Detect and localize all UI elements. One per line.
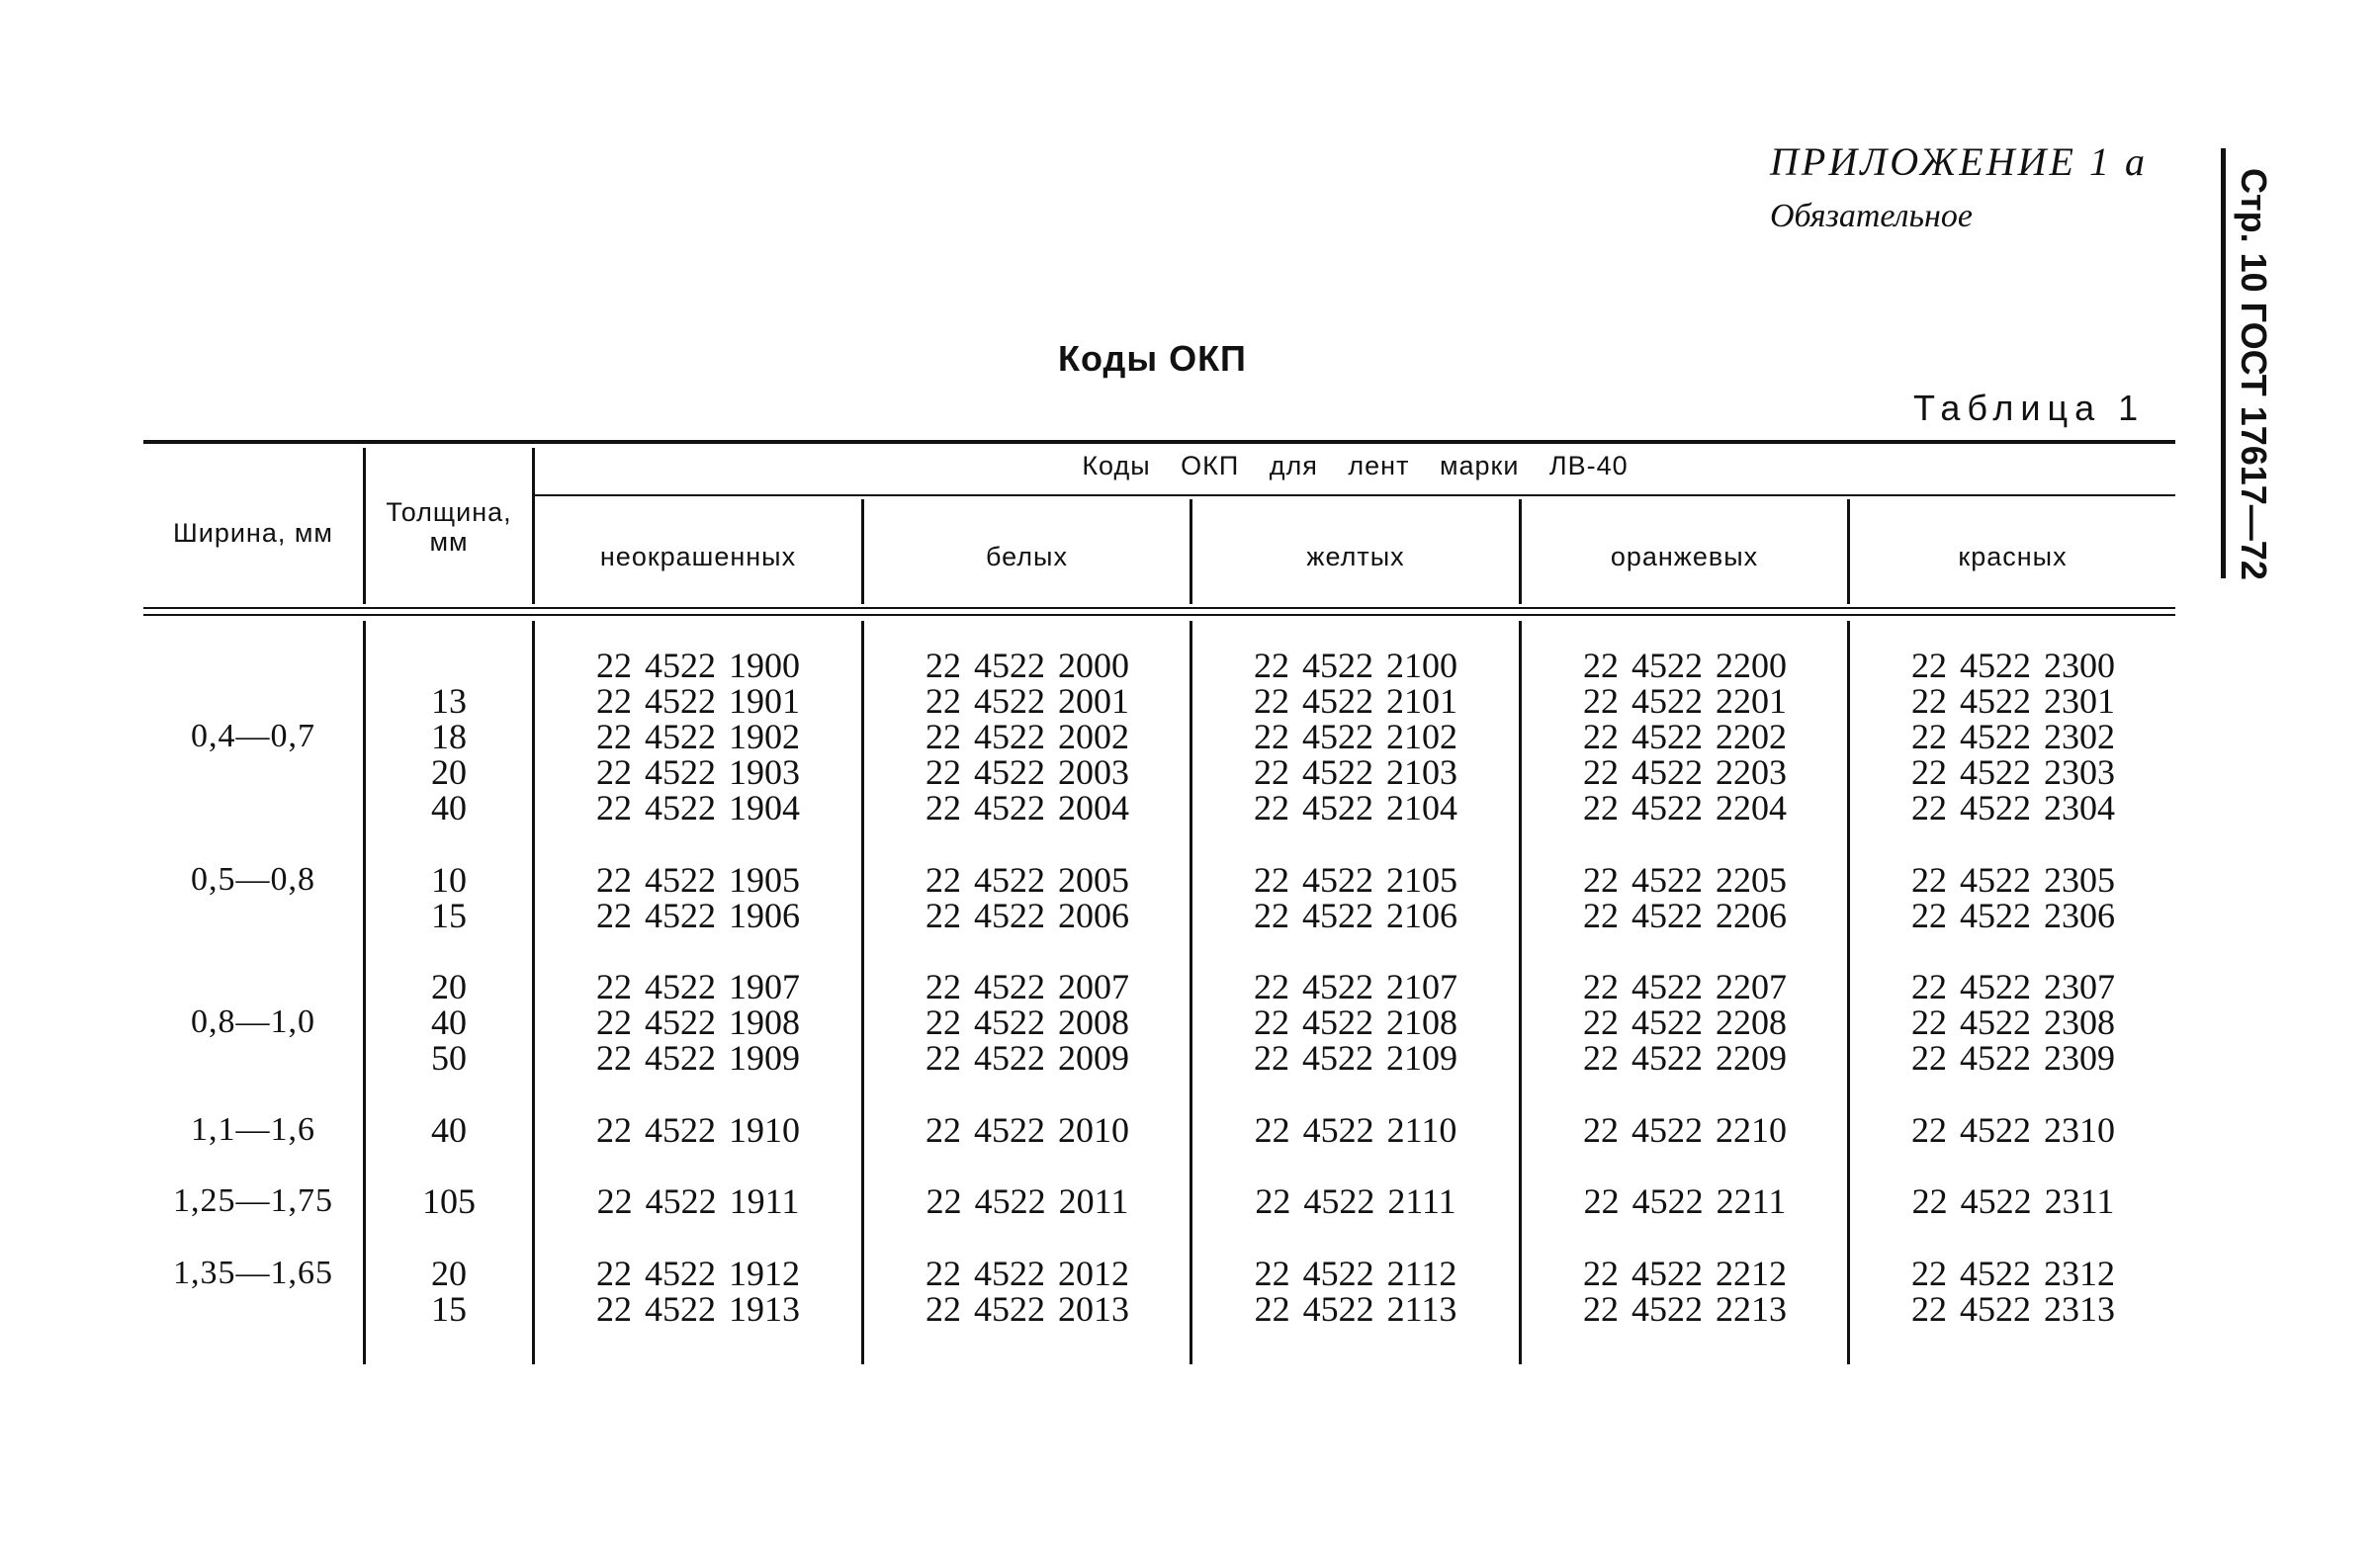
page-tag: Стр. 10 ГОСТ 17617—72: [2234, 168, 2274, 580]
cell-code: 22 4522 2112: [1254, 1254, 1457, 1293]
cell-code: 22 4522 2004: [926, 788, 1129, 827]
cell-code: 22 4522 2307: [1911, 967, 2115, 1006]
cell-thickness: 40: [431, 1002, 467, 1042]
cell-code: 22 4522 2208: [1583, 1002, 1787, 1042]
cell-code: 22 4522 2206: [1583, 896, 1787, 935]
header-bottom-rule-2: [143, 614, 2175, 616]
cell-code: 22 4522 2113: [1254, 1289, 1457, 1329]
cell-code: 22 4522 2303: [1911, 752, 2115, 792]
cell-code: 22 4522 2106: [1254, 896, 1457, 935]
cell-code: 22 4522 2213: [1583, 1289, 1787, 1329]
cell-width: 0,5—0,8: [191, 861, 315, 898]
cell-code: 22 4522 2306: [1911, 896, 2115, 935]
cell-code: 22 4522 2011: [926, 1181, 1129, 1221]
cell-code: 22 4522 2000: [926, 646, 1129, 685]
cell-code: 22 4522 2300: [1911, 646, 2115, 685]
cell-width: 1,1—1,6: [191, 1111, 315, 1148]
cell-code: 22 4522 2001: [926, 681, 1129, 721]
cell-code: 22 4522 2005: [926, 860, 1129, 900]
cell-code: 22 4522 2107: [1254, 967, 1457, 1006]
cell-code: 22 4522 2007: [926, 967, 1129, 1006]
cell-code: 22 4522 1901: [596, 681, 800, 721]
cell-code: 22 4522 2312: [1911, 1254, 2115, 1293]
header-width: Ширина, мм: [173, 518, 333, 548]
cell-code: 22 4522 1903: [596, 752, 800, 792]
cell-width: 1,25—1,75: [173, 1182, 333, 1219]
appendix-title: ПРИЛОЖЕНИЕ 1 а: [1770, 139, 2148, 184]
cell-code: 22 4522 1906: [596, 896, 800, 935]
cell-code: 22 4522 2110: [1254, 1110, 1457, 1150]
header-color-orange: оранжевых: [1610, 542, 1759, 571]
appendix-subtitle: Обязательное: [1770, 198, 1973, 234]
header-group: Коды ОКП для лент марки ЛВ-40: [1082, 451, 1629, 480]
cell-thickness: 20: [431, 1254, 467, 1293]
cell-code: 22 4522 2103: [1254, 752, 1457, 792]
cell-code: 22 4522 2201: [1583, 681, 1787, 721]
cell-code: 22 4522 2308: [1911, 1002, 2115, 1042]
cell-code: 22 4522 2205: [1583, 860, 1787, 900]
doc-heading: Коды ОКП: [1058, 338, 1247, 379]
cell-code: 22 4522 2104: [1254, 788, 1457, 827]
cell-code: 22 4522 2212: [1583, 1254, 1787, 1293]
cell-code: 22 4522 2013: [926, 1289, 1129, 1329]
header-color-unpainted: неокрашенных: [599, 542, 797, 571]
cell-code: 22 4522 2302: [1911, 717, 2115, 756]
cell-thickness: 13: [431, 681, 467, 721]
cell-code: 22 4522 1900: [596, 646, 800, 685]
cell-code: 22 4522 1912: [596, 1254, 800, 1293]
cell-thickness: 50: [431, 1038, 467, 1078]
cell-code: 22 4522 1909: [596, 1038, 800, 1078]
cell-code: 22 4522 2010: [926, 1110, 1129, 1150]
cell-code: 22 4522 2002: [926, 717, 1129, 756]
cell-code: 22 4522 2101: [1254, 681, 1457, 721]
group-header-rule: [534, 494, 2175, 496]
cell-thickness: 10: [431, 860, 467, 900]
cell-code: 22 4522 2210: [1583, 1110, 1787, 1150]
cell-code: 22 4522 2012: [926, 1254, 1129, 1293]
cell-thickness: 20: [431, 967, 467, 1006]
cell-code: 22 4522 2105: [1254, 860, 1457, 900]
cell-code: 22 4522 2311: [1911, 1181, 2115, 1221]
cell-code: 22 4522 2200: [1583, 646, 1787, 685]
cell-code: 22 4522 1904: [596, 788, 800, 827]
cell-thickness: 40: [431, 1110, 467, 1150]
cell-code: 22 4522 2309: [1911, 1038, 2115, 1078]
cell-thickness: 15: [431, 1289, 467, 1329]
cell-code: 22 4522 2203: [1583, 752, 1787, 792]
cell-code: 22 4522 1908: [596, 1002, 800, 1042]
cell-code: 22 4522 2304: [1911, 788, 2115, 827]
cell-width: 0,4—0,7: [191, 718, 315, 754]
header-color-red: красных: [1958, 542, 2068, 571]
cell-code: 22 4522 1911: [596, 1181, 800, 1221]
cell-width: 0,8—1,0: [191, 1003, 315, 1040]
header-thickness-line2: мм: [429, 527, 469, 557]
cell-code: 22 4522 2003: [926, 752, 1129, 792]
cell-code: 22 4522 2301: [1911, 681, 2115, 721]
cell-code: 22 4522 2108: [1254, 1002, 1457, 1042]
cell-width: 1,35—1,65: [173, 1255, 333, 1291]
cell-code: 22 4522 2100: [1254, 646, 1457, 685]
cell-code: 22 4522 1905: [596, 860, 800, 900]
cell-code: 22 4522 2207: [1583, 967, 1787, 1006]
cell-code: 22 4522 1913: [596, 1289, 800, 1329]
cell-code: 22 4522 2305: [1911, 860, 2115, 900]
header-bottom-rule: [143, 607, 2175, 609]
cell-thickness: 105: [422, 1181, 476, 1221]
cell-code: 22 4522 2109: [1254, 1038, 1457, 1078]
cell-code: 22 4522 2209: [1583, 1038, 1787, 1078]
table-label: Таблица 1: [1913, 388, 2146, 428]
cell-code: 22 4522 2006: [926, 896, 1129, 935]
cell-code: 22 4522 1907: [596, 967, 800, 1006]
header-thickness-line1: Толщина,: [386, 497, 512, 527]
cell-thickness: 18: [431, 717, 467, 756]
page-tag-rule: [2221, 148, 2226, 578]
header-color-yellow: желтых: [1306, 542, 1405, 571]
cell-code: 22 4522 2102: [1254, 717, 1457, 756]
cell-code: 22 4522 2313: [1911, 1289, 2115, 1329]
table-top-rule: [143, 440, 2175, 444]
cell-code: 22 4522 1902: [596, 717, 800, 756]
cell-code: 22 4522 2202: [1583, 717, 1787, 756]
cell-code: 22 4522 2111: [1255, 1181, 1456, 1221]
cell-code: 22 4522 2009: [926, 1038, 1129, 1078]
cell-code: 22 4522 2310: [1911, 1110, 2115, 1150]
cell-code: 22 4522 1910: [596, 1110, 800, 1150]
cell-code: 22 4522 2211: [1583, 1181, 1787, 1221]
cell-thickness: 40: [431, 788, 467, 827]
cell-code: 22 4522 2204: [1583, 788, 1787, 827]
cell-thickness: 15: [431, 896, 467, 935]
cell-thickness: 20: [431, 752, 467, 792]
header-color-white: белых: [986, 542, 1068, 571]
cell-code: 22 4522 2008: [926, 1002, 1129, 1042]
